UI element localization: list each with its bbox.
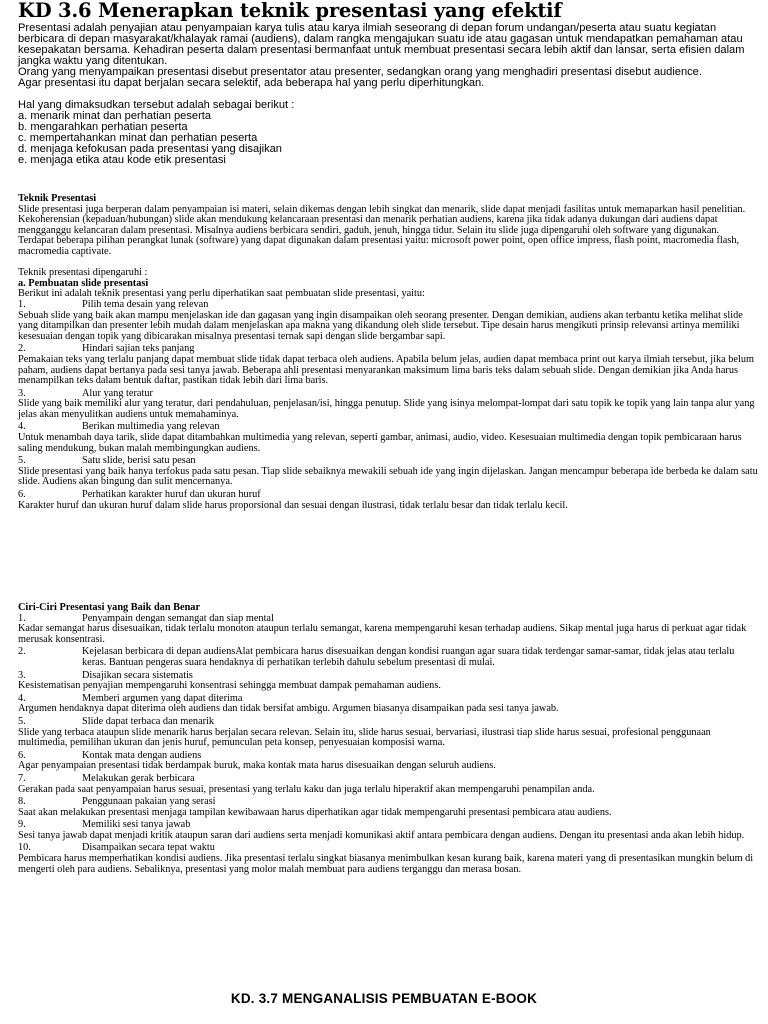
item-number: 6. [18,749,26,761]
item-title: Alur yang teratur [82,387,153,399]
item-title: Memberi argumen yang dapat diterima [82,692,243,704]
teknik-paragraph-1: Slide presentasi juga berperan dalam penyampaian isi materi, selain dikemas dengan lebih singkat dan menarik, slide dapat menjadi fasilitas untuk memaparkan hasil penelitian. Kekoherensian (kepaduan/hubungan) slide akan mendukung kelancaraan presentasi dan menarik perhatian audiens, karena jika tidak adanya dukungan dari audiens dapat mengganggu kelancaran dalam presentasi. Misalnya audiens berbicara sendiri, gaduh, jenuh, hingga tidur. Selain itu slide juga dipengaruhi oleh software yang digunakan. [18,203,746,236]
list-item-text: Sebuah slide yang baik akan mampu menjelaskan ide dan gagasan yang ingin disampaikan oleh seorang presenter. Dengan demikian, audiens akan terbantu ketika melihat slide yang ditampilkan dan presenter lebih mudah dalam menjelaskan apa makna yang dikandung oleh slide tersebut. Tipe desain harus mengikuti prinsip relevansi artinya memiliki kesesuaian dengan topik yang dibicarakan misalnya presentasi ternak sapi dengan slide bergambar sapi. [18,309,743,342]
teknik-sub-heading: a. Pembuatan slide presentasi [18,277,149,289]
item-title: Disajikan secara sistematis [82,669,193,681]
item-title: Hindari sajian teks panjang [82,343,195,355]
ciri-section [18,603,758,875]
intro-paragraph-1: Presentasi adalah penyajian atau penyampaian karya tulis atau karya ilmiah seseorang di depan forum undangan/peserta atau suatu kegiatan berbicara di depan masyarakat/khalayak ramai (audiens), dalam rangka mengajukan suatu ide atau gagasan untuk mendapatkan pemahaman atau kesepakatan bersama. Kehadiran peserta dalam presentasi bermanfaat untuk membuat presentasi secara lebih aktif dan lansar, serta efisien dalam jangka waktu yang ditentukan. [18,22,745,67]
ciri-heading: Ciri-Ciri Presentasi yang Baik dan Benar [18,602,201,613]
list-item-title [18,300,758,311]
list-item-text: Agar penyampaian presentasi tidak berdampak buruk, maka kontak mata harus disesuaikan dengan seluruh audiens. [18,760,496,772]
teknik-sub-intro: Berikut ini adalah teknik presentasi yang perlu diperhatikan saat pembuatan slide presentasi, yaitu: [18,288,425,300]
list-item-title [18,717,758,728]
list-item-text: Pemakaian teks yang terlalu panjang dapat membuat slide tidak dapat terbaca oleh audiens. Apabila belum jelas, audien dapat membaca print out karya ilmiah tersebut, jika belum paham, audiens dapat bertanya pada sesi tanya jawab. Beberapa ahli presentasi menyarankan maksimum lima baris teks dalam sebuah slide. Dengan demikian jika Anda harus menampilkan teks dalam bentuk daftar, pastikan tidak lebih dari lima baris. [18,353,754,387]
item-number: 8. [18,796,26,808]
list-item-text: Untuk menambah daya tarik, slide dapat ditambahkan multimedia yang relevan, seperti gambar, animasi, audio, video. Kesesuaian multimedia dengan topik pembicaraan harus saling mendukung, bukan malah membingungkan audiens. [18,432,742,454]
item-title: Kontak mata dengan audiens [82,749,202,761]
intro-list-item: d. menjaga kefokusan pada presentasi yang disajikan [18,142,282,155]
item-number: 5. [18,455,26,467]
item-title: Kejelasan berbicara di depan audiensAlat pembicara harus disesuaikan dengan kondisi ruangan agar suara tidak terdengar samar-samar, tidak jelas atau terlalu keras. Bantuan pengeras suara hendaknya di perhatikan terlebih dahulu sebelum presentasi di mulai. [82,646,735,668]
item-title: Memiliki sesi tanya jawab [82,819,191,831]
intro-section [18,23,756,166]
item-number: 3. [18,387,26,399]
item-number: 4. [18,421,26,433]
intro-list-item: e. menjaga etika atau kode etik presentasi [18,153,226,166]
item-title: Perhatikan karakter huruf dan ukuran huruf [82,489,261,501]
item-number: 4. [18,692,26,704]
intro-list-item: c. mempertahankan minat dan perhatian peserta [18,131,258,144]
list-item-text: Slide yang terbaca ataupun slide menarik harus berjalan secara relevan. Selain itu, slide harus sesuai, bervariasi, ilustrasi tiap slide harus sesuai, profesional penggunaan multimedia, pemilihan ukuran dan jenis huruf, pemunculan peta konsep, penyesuaian komposisi warna. [18,726,711,749]
list-item-title [18,774,758,785]
teknik-heading: Teknik Presentasi [18,193,97,204]
item-number: 6. [18,489,26,501]
intro-paragraph-3: Agar presentasi itu dapat berjalan secara selektif, ada beberapa hal yang perlu diperhitungkan. [18,77,485,89]
intro-paragraph-2: Orang yang menyampaikan presentasi disebut presentator atau presenter, sedangkan orang yang menghadiri presentasi disebut audience. [18,66,702,78]
item-title: Disampaikan secara tepat waktu [82,842,215,854]
list-item-title [18,647,758,668]
item-number: 7. [18,772,26,784]
item-title: Slide dapat terbaca dan menarik [82,715,215,727]
page-title: KD 3.6 Menerapkan teknik presentasi yang efektif [18,0,562,22]
item-number: 10. [18,842,31,854]
item-number: 1. [18,298,26,310]
list-item-text: Kadar semangat harus disesuaikan, tidak terlalu monoton ataupun terlalu semangat, karena mempengaruhi kesan terhadap audiens. Sikap mental juga harus di perkuat agar tidak merusak konsentrasi. [18,623,747,645]
item-number: 3. [18,669,26,681]
intro-list-lead: Hal yang dimaksudkan tersebut adalah sebagai berikut : [18,98,295,111]
teknik-paragraph-2: Terdapat beberapa pilihan perangkat lunak (software) yang dapat digunakan dalam presentasi yaitu: microsoft power point, open office impress, flash point, macromedia flash, macromedia captivate. [18,235,740,257]
item-number: 9. [18,819,26,831]
item-number: 2. [18,343,26,355]
list-item-text: Gerakan pada saat penyampaian harus sesuai, presentasi yang terlalu kaku dan juga terlalu hiperaktif akan mempengaruhi penampilan anda. [18,783,595,795]
item-title: Satu slide, berisi satu pesan [82,455,196,467]
list-item-text: Saat akan melakukan presentasi menjaga tampilan kewibawaan harus diperhatikan agar tidak mempengaruhi presentasi pembicara atau audiens. [18,806,612,818]
list-item-text: Slide presentasi yang baik hanya terfokus pada satu pesan. Tiap slide sebaiknya mewakili sebuah ide yang ingin dijelaskan. Jangan mencampur beberapa ide berbeda ke dalam satu slide. Audiens akan bingung dan sulit mencernanya. [18,465,758,488]
teknik-paragraph-3: Teknik presentasi dipengaruhi : [18,267,148,279]
intro-list-item: a. menarik minat dan perhatian peserta [18,109,212,122]
list-item-text: Pembicara harus memperhatikan kondisi audiens. Jika presentasi terlalu singkat biasanya menimbulkan kesan kurang baik, karena materi yang di presentasikan mungkin belum di mengerti oleh para audiens. Sebaliknya, presentasi yang molor malah membuat para audiens terganggu dan merasa bosan. [18,853,754,875]
item-number: 2. [18,646,26,658]
item-title: Berikan multimedia yang relevan [82,421,220,433]
list-item-text: Argumen hendaknya dapat diterima oleh audiens dan tidak bersifat ambigu. Argumen biasanya disampaikan pada sesi tanya jawab. [18,703,559,715]
list-item-text: Slide yang baik memiliki alur yang teratur, dari pendahuluan, penjelasan/isi, hingga penutup. Slide yang isinya melompat-lompat dari satu topik ke topik yang lain tanpa alur yang jelas akan menyulitkan audiens untuk memahaminya. [18,398,755,420]
list-item-text: Karakter huruf dan ukuran huruf dalam slide harus proporsional dan sesuai dengan ilustrasi, tidak terlalu besar dan tidak terlalu kecil. [18,499,568,511]
item-title: Pilih tema desain yang relevan [82,298,209,310]
item-title: Penyampain dengan semangat dan siap mental [82,612,274,624]
list-item-text: Sesi tanya jawab dapat menjadi kritik ataupun saran dari audiens serta menjadi komunikasi aktif antara pembicara dengan audiens. Dengan itu presentasi anda akan lebih hidup. [18,829,745,841]
item-number: 5. [18,715,26,727]
next-section-heading: KD. 3.7 MENGANALISIS PEMBUATAN E-BOOK [230,991,538,1006]
item-number: 1. [18,612,26,624]
teknik-section [18,194,758,511]
list-item-text: Kesistematisan penyajian mempengaruhi konsentrasi sehingga membuat dampak pemahaman audiens. [18,680,441,692]
intro-list-item: b. mengarahkan perhatian peserta [18,120,188,133]
item-title: Melakukan gerak berbicara [82,772,195,784]
item-title: Penggunaan pakaian yang serasi [82,796,216,808]
